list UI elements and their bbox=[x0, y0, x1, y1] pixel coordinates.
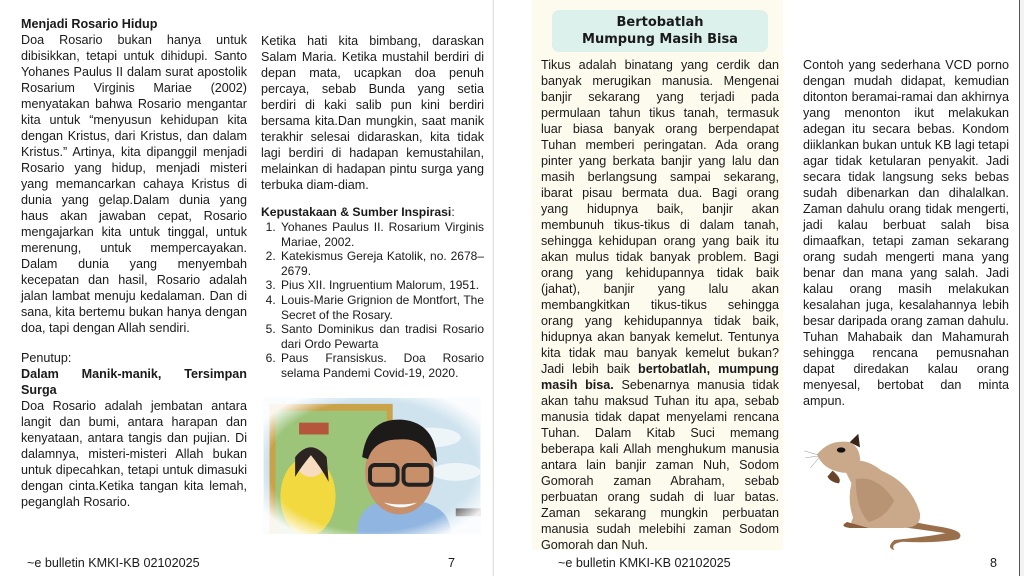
column-4 bbox=[803, 57, 1009, 409]
text: Sebenarnya manusia tidak akan tahu maksud Tuhan itu apa, sebab manusia tidak dapat menyelami rencana Tuhan. Dalam Kitab Suci memang beberapa kali Allah menghukum manusia antara lain banjir zaman Nuh, Sodom Gomorah zaman Abraham, sebab perbuatan orang sudah di luar batas. Zaman sekarang mungkin perbuatan manusia sudah melebihi zaman Sodom Gomorah dan Nuh. bbox=[541, 378, 779, 552]
title-line-2: Mumpung Masih Bisa bbox=[582, 32, 738, 47]
page-number: 8 bbox=[990, 556, 998, 570]
paragraph bbox=[541, 57, 779, 553]
bold-text: bertobatlah, mumpung masih bisa. bbox=[541, 362, 779, 392]
page-7 bbox=[0, 0, 492, 576]
paragraph: Doa Rosario adalah jembatan antara langit dan bumi, antara harapan dan kenyataan, antara tangis dan pujian. Di dalamnya, misteri-misteri Allah bukan untuk dipecahkan, tetapi untuk dimasuki dengan cinta.Ketika tangan kita lemah, peganglah Rosario. bbox=[21, 399, 247, 509]
author-photo bbox=[262, 398, 482, 534]
reference-item: 3. Pius XII. Ingruentium Malorum, 1951. bbox=[279, 278, 484, 293]
rat-illustration bbox=[800, 432, 980, 552]
reference-item: 6. Paus Fransiskus. Doa Rosario selama Pandemi Covid-19, 2020. bbox=[279, 351, 484, 380]
gutter bbox=[493, 0, 533, 576]
text: Tikus adalah binatang yang cerdik dan banyak merugikan manusia. Mengenai banjir sekarang yang terjadi pada permulaan tahun tikus tanah, termasuk luar biasa banyak orang berpendapat Tuhan memberi peringatan. Ada orang pinter yang berkata banjir yang lalu dan masih berlangsung sampai sekarang, ibarat pisau bermata dua. Bagi orang yang hidupnya baik, banjir akan membunuh tikus-tikus di dalam tanah, sehingga kehidupan orang yang baik itu akan mulus tidak banyak problem. Bagi orang yang kehidupannya tidak baik (jahat), banjir yang lalu akan membangkitkan tikus-tikus sehingga orang yang kehidupannya tidak baik, hidupnya akan banyak kemelut. Tentunya kita tidak mau banyak kemelut bukan? Jadi lebih baik bbox=[541, 58, 779, 376]
reference-item: 5. Santo Dominikus dan tradisi Rosario dari Ordo Pewarta bbox=[279, 322, 484, 351]
page-number: 7 bbox=[448, 556, 456, 570]
title-line-1: Bertobatlah bbox=[616, 15, 704, 30]
paragraph: Doa Rosario bukan hanya untuk dibisikkan, tetapi untuk dihidupi. Santo Yohanes Paulus II dalam surat apostolik Rosarium Virginis Mariae (2002) menyatakan bahwa Rosario mengantar kita untuk “menyusun kehidupan kita dengan Kristus, dari Kristus, dan dalam Kristus.” Artinya, kita dipanggil menjadi Rosario yang hidup, menjadi misteri yang memancarkan cahaya Kristus di dunia yang gelap.Dalam dunia yang haus akan jawaban cepat, Rosario mengajarkan kita untuk tinggal, untuk merenung, untuk mempercayakan. Dalam dunia yang menyembah kecepatan dan hasil, Rosario adalah jalan lambat menuju kedalaman. Dan di sana, kita bertemu bukan hanya dengan doa, tapi dengan Allah sendiri. bbox=[21, 33, 247, 335]
reference-item: 1. Yohanes Paulus II. Rosarium Virginis Mariae, 2002. bbox=[279, 220, 484, 249]
closing-label: Penutup: bbox=[21, 351, 72, 365]
column-2 bbox=[261, 33, 484, 381]
paragraph: Ketika hati kita bimbang, daraskan Salam Maria. Ketika mustahil berdiri di depan mata, ucapkan doa penuh percaya, sebab Bunda yang setia berdiri di kaki salib pun kini berdiri bersama kita.Dan mungkin, saat manik terakhir selesai didaraskan, kita tidak lagi berdiri di hadapan kemustahilan, melainkan di hadapan pintu surga yang terbuka diam-diam. bbox=[261, 34, 484, 192]
column-3 bbox=[541, 57, 779, 553]
references-list bbox=[261, 220, 484, 381]
paragraph: Contoh yang sederhana VCD porno dengan mudah didapat, kemudian ditonton beramai-ramai dan akhirnya yang menonton ikut melakukan adegan itu secara bebas. Kondom diiklankan bukan untuk KB lagi tetapi agar tidak ketularan penyakit. Jadi secara tidak langsung seks bebas sudah dibenarkan dan dihalalkan. Zaman dahulu orang tidak mengerti, jadi kalau berbuat salah bisa dimaafkan, tetapi zaman sekarang orang sudah mengerti mana yang benar dan mana yang salah. Jadi kalau orang masih melakukan kesalahan juga, kesalahannya lebih besar daripada orang zaman dahulu. Tuhan Mahabaik dan Mahamurah sehingga rencana pemusnahan dapat diredakan kalau orang menyesal, bertobat dan minta ampun. bbox=[803, 58, 1009, 408]
footer-text: ~e bulletin KMKI-KB 02102025 bbox=[27, 556, 200, 570]
references-heading: Kepustakaan & Sumber Inspirasi bbox=[261, 205, 452, 219]
reference-item: 2. Katekismus Gereja Katolik, no. 2678–2679. bbox=[279, 249, 484, 278]
closing-heading: Dalam Manik-manik, Tersimpan Surga bbox=[21, 367, 247, 397]
column-1 bbox=[21, 16, 247, 510]
reference-item: 4. Louis-Marie Grignion de Montfort, The Secret of the Rosary. bbox=[279, 293, 484, 322]
article-title bbox=[552, 10, 768, 52]
footer-text: ~e bulletin KMKI-KB 02102025 bbox=[558, 556, 731, 570]
section-heading: Menjadi Rosario Hidup bbox=[21, 17, 158, 31]
colon: : bbox=[451, 205, 455, 219]
